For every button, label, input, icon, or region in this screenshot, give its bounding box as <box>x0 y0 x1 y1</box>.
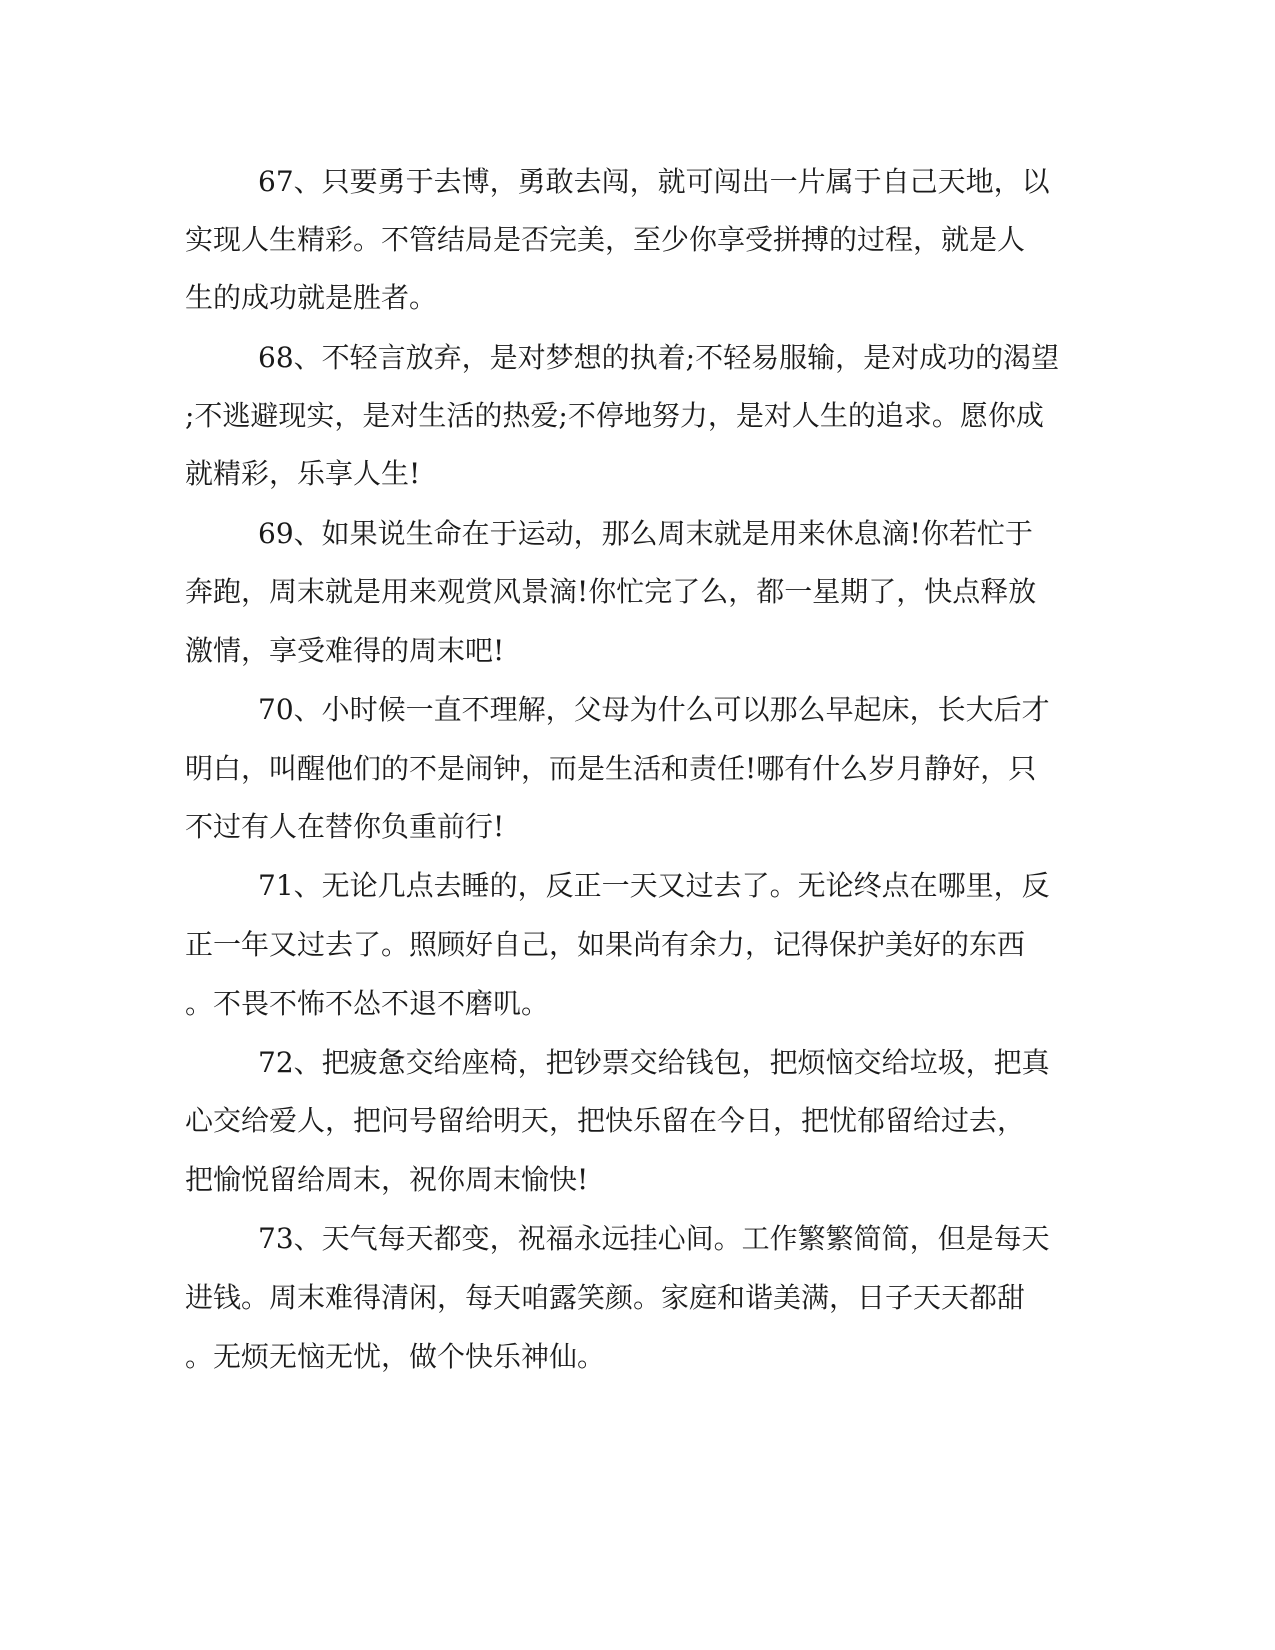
paragraph-69-line-1: 69、如果说生命在于运动，那么周末就是用来休息滴!你若忙于 <box>258 517 1033 550</box>
paragraph-73-line-1: 73、天气每天都变，祝福永远挂心间。工作繁繁简简，但是每天 <box>258 1222 1050 1255</box>
paragraph-67-line-3: 生的成功就是胜者。 <box>185 281 438 314</box>
paragraph-70-line-2: 明白，叫醒他们的不是闹钟，而是生活和责任!哪有什么岁月静好，只 <box>185 752 1037 785</box>
paragraph-68-line-1: 68、不轻言放弃，是对梦想的执着;不轻易服输，是对成功的渴望 <box>258 341 1060 374</box>
paragraph-67-line-1: 67、只要勇于去博，勇敢去闯，就可闯出一片属于自己天地，以 <box>258 165 1050 198</box>
paragraph-73-line-3: 。无烦无恼无忧，做个快乐神仙。 <box>185 1340 606 1373</box>
paragraph-71-line-3: 。不畏不怖不怂不退不磨叽。 <box>185 987 550 1020</box>
paragraph-68-line-3: 就精彩，乐享人生! <box>185 457 421 490</box>
paragraph-69-line-2: 奔跑，周末就是用来观赏风景滴!你忙完了么，都一星期了，快点释放 <box>185 575 1037 608</box>
paragraph-71-line-1: 71、无论几点去睡的，反正一天又过去了。无论终点在哪里，反 <box>258 869 1050 902</box>
paragraph-68-line-2: ;不逃避现实，是对生活的热爱;不停地努力，是对人生的追求。愿你成 <box>185 399 1044 432</box>
paragraph-70-line-1: 70、小时候一直不理解，父母为什么可以那么早起床，长大后才 <box>258 693 1050 726</box>
paragraph-70-line-3: 不过有人在替你负重前行! <box>185 810 505 843</box>
paragraph-72-line-3: 把愉悦留给周末，祝你周末愉快! <box>185 1163 589 1196</box>
paragraph-67-line-2: 实现人生精彩。不管结局是否完美，至少你享受拼搏的过程，就是人 <box>185 223 1026 256</box>
paragraph-69-line-3: 激情，享受难得的周末吧! <box>185 634 505 667</box>
paragraph-73-line-2: 进钱。周末难得清闲，每天咱露笑颜。家庭和谐美满，日子天天都甜 <box>185 1281 1026 1314</box>
paragraph-72-line-1: 72、把疲惫交给座椅，把钞票交给钱包，把烦恼交给垃圾，把真 <box>258 1046 1050 1079</box>
paragraph-72-line-2: 心交给爱人，把问号留给明天，把快乐留在今日，把忧郁留给过去， <box>185 1104 1026 1137</box>
paragraph-71-line-2: 正一年又过去了。照顾好自己，如果尚有余力，记得保护美好的东西 <box>185 928 1026 961</box>
